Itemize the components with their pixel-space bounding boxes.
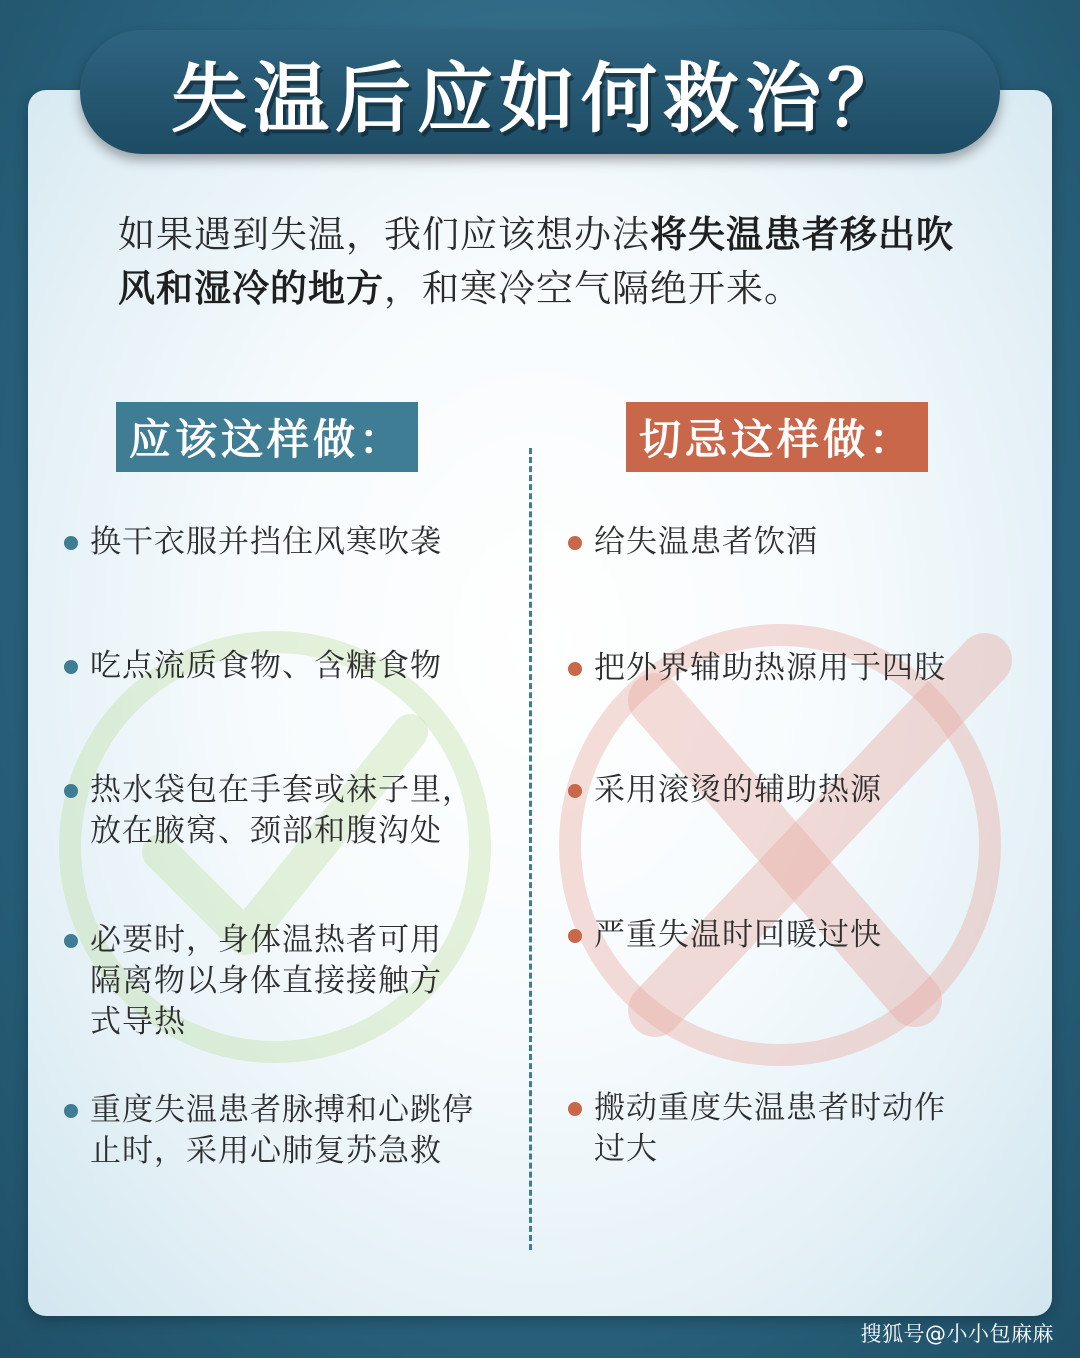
bullet-dot-icon: [568, 929, 582, 943]
dont-item-text: 采用滚烫的辅助热源: [594, 772, 882, 808]
do-item: [90, 1090, 485, 1172]
do-item: [90, 522, 490, 563]
do-item-text: 热水袋包在手套或袜子里，放在腋窝、颈部和腹沟处: [90, 772, 474, 849]
column-divider: [529, 448, 532, 1250]
dont-item: [594, 522, 994, 563]
title-banner: [80, 30, 1000, 154]
do-item-text: 重度失温患者脉搏和心跳停止时，采用心肺复苏急救: [90, 1092, 474, 1169]
do-item-text: 吃点流质食物、含糖食物: [90, 648, 442, 684]
do-item: [90, 770, 485, 852]
bullet-dot-icon: [568, 536, 582, 550]
dont-heading-badge: [626, 402, 928, 472]
dont-item-text: 给失温患者饮酒: [594, 524, 818, 560]
source-watermark: 搜狐号@小小包麻麻: [860, 1322, 1054, 1346]
dont-item-text: 把外界辅助热源用于四肢: [594, 650, 946, 686]
dont-item-text: 搬动重度失温患者时动作过大: [594, 1090, 946, 1167]
bullet-dot-icon: [64, 934, 78, 948]
dont-heading: 切忌这样做：: [638, 415, 915, 464]
dont-item: [594, 1088, 974, 1170]
dont-item: [594, 770, 994, 811]
bullet-dot-icon: [64, 784, 78, 798]
intro-text-part1: 如果遇到失温，我们应该想办法: [118, 213, 650, 256]
do-item: [90, 920, 470, 1043]
dont-item: [594, 648, 994, 689]
do-item-text: 必要时，身体温热者可用隔离物以身体直接接触方式导热: [90, 922, 442, 1040]
dont-item-text: 严重失温时回暖过快: [594, 917, 882, 953]
do-item-text: 换干衣服并挡住风寒吹袭: [90, 524, 442, 560]
bullet-dot-icon: [64, 660, 78, 674]
bullet-dot-icon: [64, 536, 78, 550]
bullet-dot-icon: [64, 1104, 78, 1118]
intro-text-bold: 将失温患者移出吹风和湿冷的地方: [118, 213, 954, 310]
intro-paragraph: [118, 208, 978, 316]
bullet-dot-icon: [568, 662, 582, 676]
do-heading-badge: [116, 402, 418, 472]
do-item: [90, 646, 490, 687]
dont-item: [594, 915, 994, 956]
bullet-dot-icon: [568, 1102, 582, 1116]
page-title: 失温后应如何救治？: [171, 53, 909, 143]
bullet-dot-icon: [568, 784, 582, 798]
do-heading: 应该这样做：: [128, 415, 405, 464]
intro-text-part2: ，和寒冷空气隔绝开来。: [384, 267, 802, 310]
